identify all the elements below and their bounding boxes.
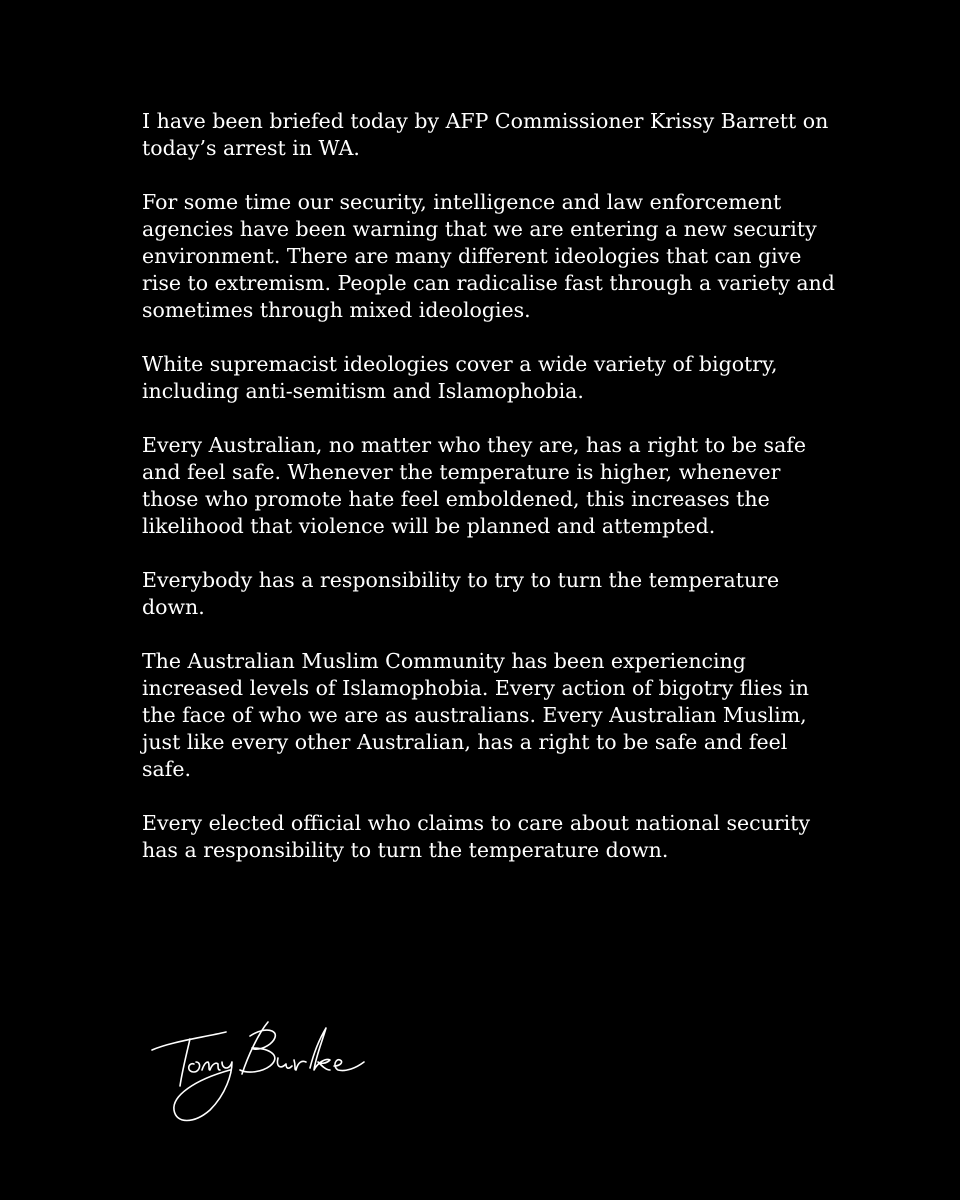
paragraph-security-environment: For some time our security, intelligence and law enforcement agencies have been warning that we are entering a new security environment. There are many different ideologies that can give rise to extremism. People can radicalise fast through a variety and sometimes through mixed ideologies.	[142, 190, 835, 322]
paragraph-muslim-community: The Australian Muslim Community has been experiencing increased levels of Islamophobia. Every action of bigotry flies in the face of who we are as australians. Every Australian Muslim, just like every other Australian, has a right to be safe and feel safe.	[142, 649, 809, 781]
paragraph-white-supremacist: White supremacist ideologies cover a wide variety of bigotry, including anti-semitism and Islamophobia.	[142, 352, 778, 403]
paragraph-briefing: I have been briefed today by AFP Commissioner Krissy Barrett on today’s arrest in WA.	[142, 109, 829, 160]
statement-body	[142, 108, 842, 891]
paragraph-elected-officials: Every elected official who claims to care about national security has a responsibility to turn the temperature down.	[142, 811, 811, 862]
paragraph-turn-temperature-down: Everybody has a responsibility to try to turn the temperature down.	[142, 568, 780, 619]
signature-image	[150, 1012, 370, 1132]
paragraph-right-to-be-safe: Every Australian, no matter who they are, has a right to be safe and feel safe. Whenever the temperature is higher, whenever those who promote hate feel emboldened, this increases the likelihood that violence will be planned and attempted.	[142, 433, 807, 538]
